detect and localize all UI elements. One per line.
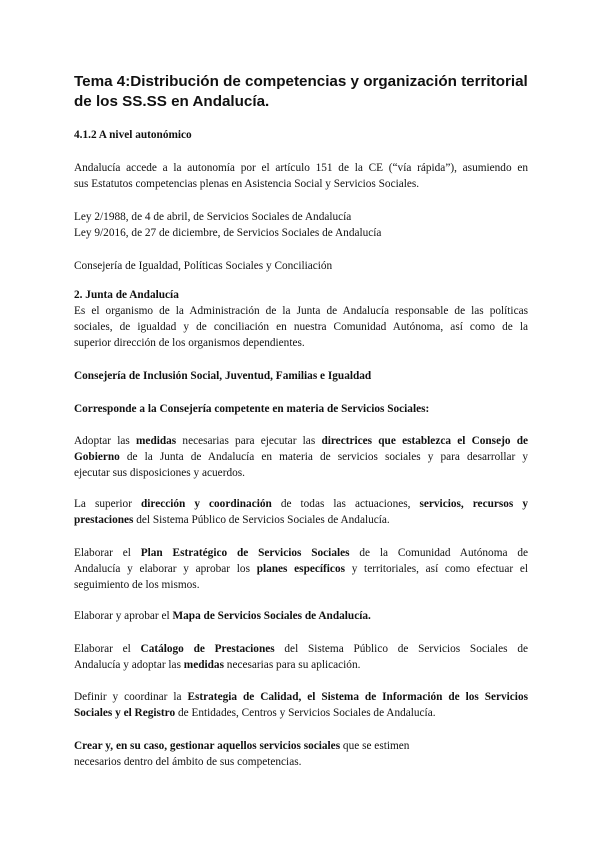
consejeria-inclusion: Consejería de Inclusión Social, Juventud, Familias e Igualdad: [74, 370, 372, 382]
junta-section: 2. Junta de Andalucía Es el organismo de la Administración de la Junta de Andalucía responsable de las políticas sociales, de igualdad y de conciliación en nuestra Comunidad Autónoma, así como de la superior dirección de los organismos dependientes.: [74, 289, 528, 349]
title-line-1: Tema 4:Distribución de competencias y organización territorial: [74, 73, 528, 90]
competence-item-6: Definir y coordinar la Estrategia de Calidad, el Sistema de Información de los Servicios Sociales y el Registro de Entidades, Centros y Servicios Sociales de Andalucía.: [74, 691, 528, 719]
laws-list: [74, 209, 528, 241]
competence-item-1: Adoptar las medidas necesarias para ejecutar las directrices que establezca el Consejo de Gobierno de la Junta de Andalucía en materia de servicios sociales y para desarrollar y ejecutar sus disposiciones y acuerdos.: [74, 435, 529, 479]
corresponde-heading: Corresponde a la Consejería competente en materia de Servicios Sociales:: [74, 403, 430, 415]
junta-heading: 2. Junta de Andalucía: [74, 289, 179, 301]
page-title: [74, 72, 544, 112]
section-heading: 4.1.2 A nivel autonómico: [74, 129, 192, 141]
consejeria-igualdad: Consejería de Igualdad, Políticas Sociales y Conciliación: [74, 260, 333, 272]
competence-item-3: Elaborar el Plan Estratégico de Servicios Sociales de la Comunidad Autónoma de Andalucía y elaborar y aprobar los planes específicos y territoriales, así como efectuar el seguimiento de los mismos.: [74, 547, 528, 591]
competence-item-2: La superior dirección y coordinación de todas las actuaciones, servicios, recursos y prestaciones del Sistema Público de Servicios Sociales de Andalucía.: [74, 498, 528, 526]
competence-item-4: Elaborar y aprobar el Mapa de Servicios Sociales de Andalucía.: [74, 610, 371, 622]
competence-item-7: Crear y, en su caso, gestionar aquellos servicios sociales que se estimen necesarios dentro del ámbito de sus competencias.: [74, 740, 410, 768]
law-item: Ley 2/1988, de 4 de abril, de Servicios Sociales de Andalucía: [74, 211, 352, 223]
intro-paragraph: Andalucía accede a la autonomía por el artículo 151 de la CE (“vía rápida”), asumiendo en sus Estatutos competencias plenas en Asistencia Social y Servicios Sociales.: [74, 162, 528, 190]
title-line-2: de los SS.SS en Andalucía.: [74, 93, 270, 110]
law-item: Ley 9/2016, de 27 de diciembre, de Servicios Sociales de Andalucía: [74, 227, 382, 239]
competence-item-5: Elaborar el Catálogo de Prestaciones del Sistema Público de Servicios Sociales de Andalucía y adoptar las medidas necesarias para su aplicación.: [74, 643, 528, 671]
